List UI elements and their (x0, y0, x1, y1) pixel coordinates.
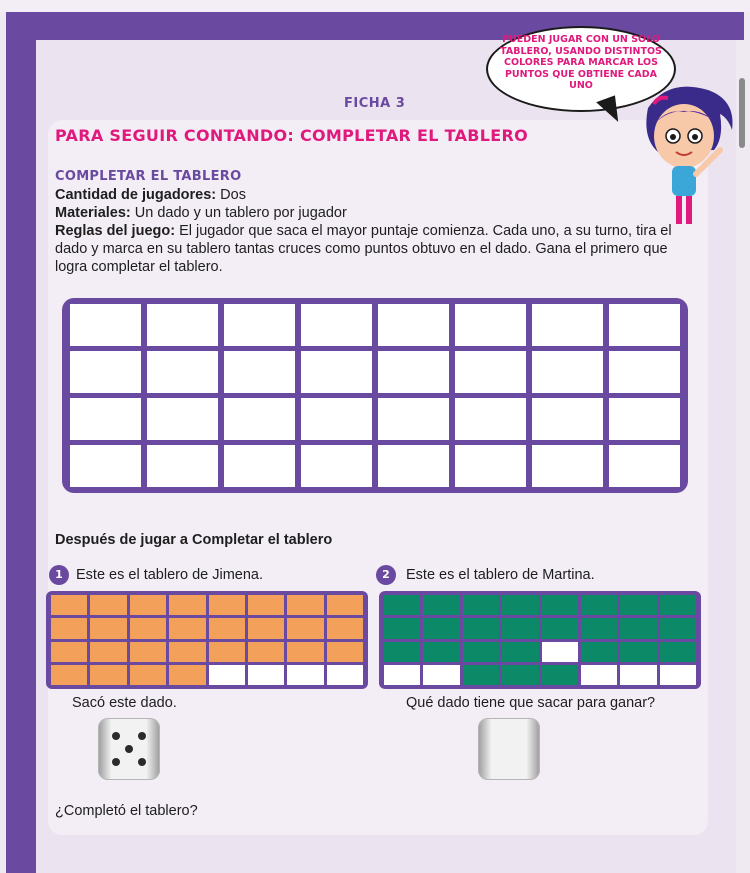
marked-cell (169, 618, 205, 638)
marked-cell (169, 642, 205, 662)
rules-line (55, 222, 685, 276)
board-cell[interactable] (224, 398, 295, 440)
board-cell[interactable] (70, 351, 141, 393)
left-band (6, 12, 36, 873)
marked-cell (169, 595, 205, 615)
board-cell[interactable] (532, 398, 603, 440)
board-cell[interactable] (609, 351, 680, 393)
marked-cell (130, 618, 166, 638)
page-title: PARA SEGUIR CONTANDO: COMPLETAR EL TABLERO (55, 126, 529, 145)
materials-label: Materiales: (55, 205, 131, 221)
empty-cell (209, 665, 245, 685)
after-game-heading: Después de jugar a Completar el tablero (55, 532, 333, 548)
empty-cell (581, 665, 617, 685)
empty-game-board (62, 298, 688, 493)
marked-cell (502, 618, 538, 638)
board-cell[interactable] (378, 445, 449, 487)
completion-question: ¿Completó el tablero? (55, 803, 198, 819)
martina-board (379, 591, 701, 689)
blank-die-icon (478, 718, 540, 780)
marked-cell (90, 642, 126, 662)
exercise-2-caption: Este es el tablero de Martina. (406, 567, 595, 583)
marked-cell (90, 665, 126, 685)
board-cell[interactable] (378, 351, 449, 393)
players-label: Cantidad de jugadores: (55, 187, 217, 203)
die-pip (138, 758, 146, 766)
exercise-1-caption: Este es el tablero de Jimena. (76, 567, 263, 583)
board-cell[interactable] (147, 445, 218, 487)
marked-cell (384, 595, 420, 615)
marked-cell (463, 618, 499, 638)
marked-cell (130, 665, 166, 685)
board-cell[interactable] (532, 445, 603, 487)
marked-cell (90, 595, 126, 615)
empty-cell (384, 665, 420, 685)
marked-cell (660, 618, 696, 638)
top-strip (0, 0, 750, 12)
board-cell[interactable] (455, 445, 526, 487)
marked-cell (209, 618, 245, 638)
board-cell[interactable] (532, 304, 603, 346)
marked-cell (660, 595, 696, 615)
die-pip (125, 745, 133, 753)
marked-cell (209, 595, 245, 615)
marked-cell (581, 618, 617, 638)
exercise-2-number: 2 (376, 565, 396, 585)
marked-cell (384, 618, 420, 638)
materials-line (55, 204, 685, 222)
board-cell[interactable] (378, 398, 449, 440)
marked-cell (287, 595, 323, 615)
marked-cell (327, 642, 363, 662)
board-cell[interactable] (147, 304, 218, 346)
marked-cell (542, 618, 578, 638)
board-cell[interactable] (70, 398, 141, 440)
marked-cell (287, 642, 323, 662)
board-cell[interactable] (301, 304, 372, 346)
board-cell[interactable] (609, 398, 680, 440)
players-value: Dos (216, 187, 246, 203)
marked-cell (542, 665, 578, 685)
sheet-number: FICHA 3 (344, 96, 406, 111)
marked-cell (327, 618, 363, 638)
marked-cell (581, 642, 617, 662)
board-cell[interactable] (378, 304, 449, 346)
marked-cell (130, 595, 166, 615)
board-cell[interactable] (532, 351, 603, 393)
marked-cell (502, 595, 538, 615)
die-five-icon (98, 718, 160, 780)
marked-cell (248, 642, 284, 662)
board-cell[interactable] (70, 445, 141, 487)
empty-cell (287, 665, 323, 685)
empty-cell (620, 665, 656, 685)
marked-cell (51, 618, 87, 638)
empty-cell (542, 642, 578, 662)
marked-cell (248, 618, 284, 638)
marked-cell (327, 595, 363, 615)
materials-value: Un dado y un tablero por jugador (130, 205, 347, 221)
marked-cell (463, 642, 499, 662)
marked-cell (502, 642, 538, 662)
marked-cell (542, 595, 578, 615)
exercise-1-number: 1 (49, 565, 69, 585)
marked-cell (169, 665, 205, 685)
board-cell[interactable] (224, 304, 295, 346)
board-cell[interactable] (224, 351, 295, 393)
board-cell[interactable] (301, 398, 372, 440)
die-pip (138, 732, 146, 740)
jimena-board (46, 591, 368, 689)
die-caption-2: Qué dado tiene que sacar para ganar? (406, 695, 656, 711)
board-cell[interactable] (609, 445, 680, 487)
marked-cell (463, 595, 499, 615)
die-caption-1: Sacó este dado. (72, 695, 177, 711)
rules-label: Reglas del juego: (55, 223, 176, 239)
marked-cell (384, 642, 420, 662)
marked-cell (209, 642, 245, 662)
marked-cell (51, 665, 87, 685)
marked-cell (620, 595, 656, 615)
marked-cell (620, 642, 656, 662)
die-pip (112, 758, 120, 766)
marked-cell (423, 595, 459, 615)
speech-bubble-text: PUEDEN JUGAR CON UN SOLO TABLERO, USANDO DISTINTOS COLORES PARA MARCAR LOS PUNTOS QUE OBTIENE CADA UNO (500, 34, 662, 91)
marked-cell (581, 595, 617, 615)
board-cell[interactable] (455, 351, 526, 393)
empty-cell (660, 665, 696, 685)
marked-cell (90, 618, 126, 638)
empty-cell (423, 665, 459, 685)
marked-cell (287, 618, 323, 638)
board-cell[interactable] (301, 445, 372, 487)
empty-cell (248, 665, 284, 685)
marked-cell (502, 665, 538, 685)
board-cell[interactable] (224, 445, 295, 487)
board-cell[interactable] (147, 351, 218, 393)
board-cell[interactable] (455, 398, 526, 440)
game-rules (55, 169, 685, 276)
rules-value: El jugador que saca el mayor puntaje comienza. Cada uno, a su turno, tira el dado y marca en su tablero tantas cruces como puntos obtuvo en el dado. Gana el primero que logra completar el tablero. (55, 223, 672, 275)
empty-cell (327, 665, 363, 685)
die-pip (112, 732, 120, 740)
marked-cell (423, 618, 459, 638)
marked-cell (463, 665, 499, 685)
marked-cell (51, 642, 87, 662)
board-cell[interactable] (147, 398, 218, 440)
marked-cell (423, 642, 459, 662)
marked-cell (51, 595, 87, 615)
game-name: COMPLETAR EL TABLERO (55, 169, 242, 184)
board-cell[interactable] (609, 304, 680, 346)
players-line (55, 186, 685, 204)
marked-cell (130, 642, 166, 662)
board-cell[interactable] (70, 304, 141, 346)
marked-cell (660, 642, 696, 662)
board-cell[interactable] (455, 304, 526, 346)
board-cell[interactable] (301, 351, 372, 393)
marked-cell (620, 618, 656, 638)
marked-cell (248, 595, 284, 615)
